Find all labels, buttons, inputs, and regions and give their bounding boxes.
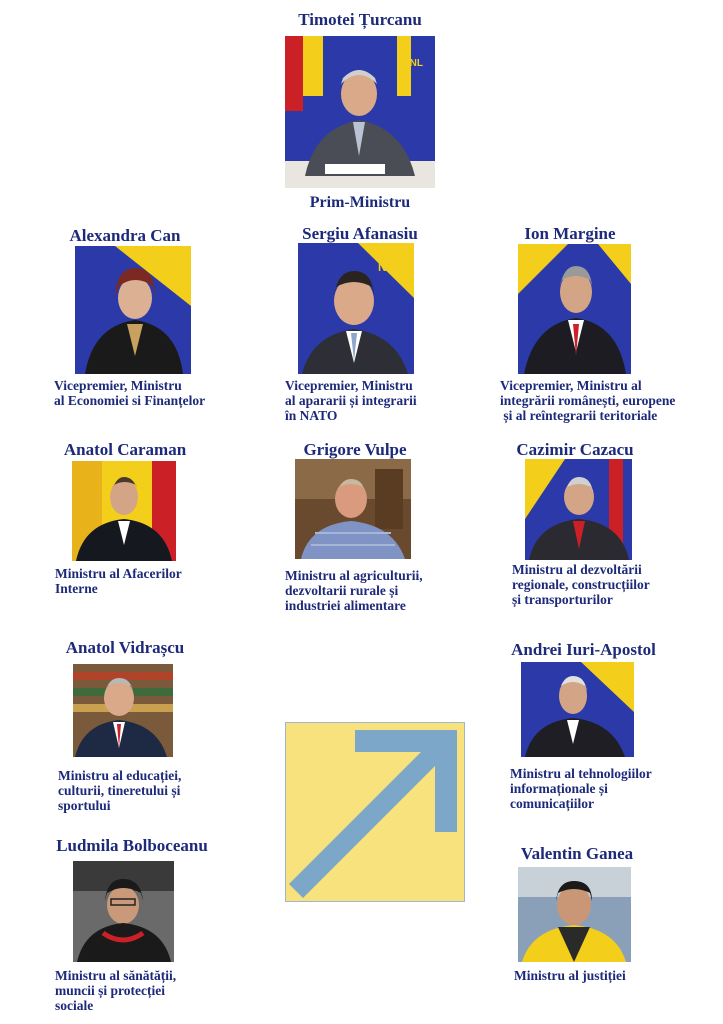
minister-role-5: Ministru al agriculturii, dezvoltarii rurale și industriei alimentare xyxy=(285,568,423,613)
minister-photo-5 xyxy=(295,459,411,559)
minister-photo-3 xyxy=(518,244,631,374)
minister-name-6: Cazimir Cazacu xyxy=(516,440,634,459)
minister-name-8: Andrei Iuri-Apostol xyxy=(511,640,656,659)
minister-photo-1 xyxy=(75,246,191,374)
minister-name-7: Anatol Vidrașcu xyxy=(65,638,185,657)
minister-role-2: Vicepremier, Ministru al apararii și integrarii în NATO xyxy=(285,378,417,423)
minister-name-9: Ludmila Bolboceanu xyxy=(56,836,208,855)
svg-text:NL: NL xyxy=(378,260,394,274)
minister-photo-2 xyxy=(298,243,414,374)
minister-name-10: Valentin Ganea xyxy=(520,844,634,863)
minister-photo-4 xyxy=(72,461,176,561)
minister-photo-7 xyxy=(73,664,173,757)
minister-role-1: Vicepremier, Ministru al Economiei si Finanțelor xyxy=(54,378,206,408)
pm-role: Prim-Ministru xyxy=(309,194,411,211)
minister-photo-6 xyxy=(525,459,632,560)
minister-role-9: Ministru al sănătății, muncii și protecției sociale xyxy=(55,968,177,1013)
svg-text:PNL: PNL xyxy=(403,58,423,69)
pm-name: Timotei Țurcanu xyxy=(298,10,422,29)
minister-role-10: Ministru al justiției xyxy=(514,968,626,983)
minister-photo-8 xyxy=(521,662,634,757)
minister-name-5: Grigore Vulpe xyxy=(303,440,407,459)
minister-photo-10 xyxy=(518,867,631,962)
minister-name-1: Alexandra Can xyxy=(69,226,181,245)
minister-role-6: Ministru al dezvoltării regionale, construcțiilor și transporturilor xyxy=(512,562,650,607)
minister-role-4: Ministru al Afacerilor Interne xyxy=(55,566,182,596)
minister-role-8: Ministru al tehnologiilor informaționale și comunicațiilor xyxy=(510,766,652,811)
minister-role-3: Vicepremier, Ministru al integrării românești, europene și al reîntegrarii teritoriale xyxy=(500,378,676,423)
minister-photo-9 xyxy=(73,861,174,962)
minister-role-7: Ministru al educației, culturii, tineretului și sportului xyxy=(58,768,182,813)
pm-photo xyxy=(285,36,435,188)
minister-name-3: Ion Margine xyxy=(524,224,616,243)
minister-name-2: Sergiu Afanasiu xyxy=(302,224,418,243)
minister-name-4: Anatol Caraman xyxy=(63,440,187,459)
party-logo xyxy=(285,722,465,902)
